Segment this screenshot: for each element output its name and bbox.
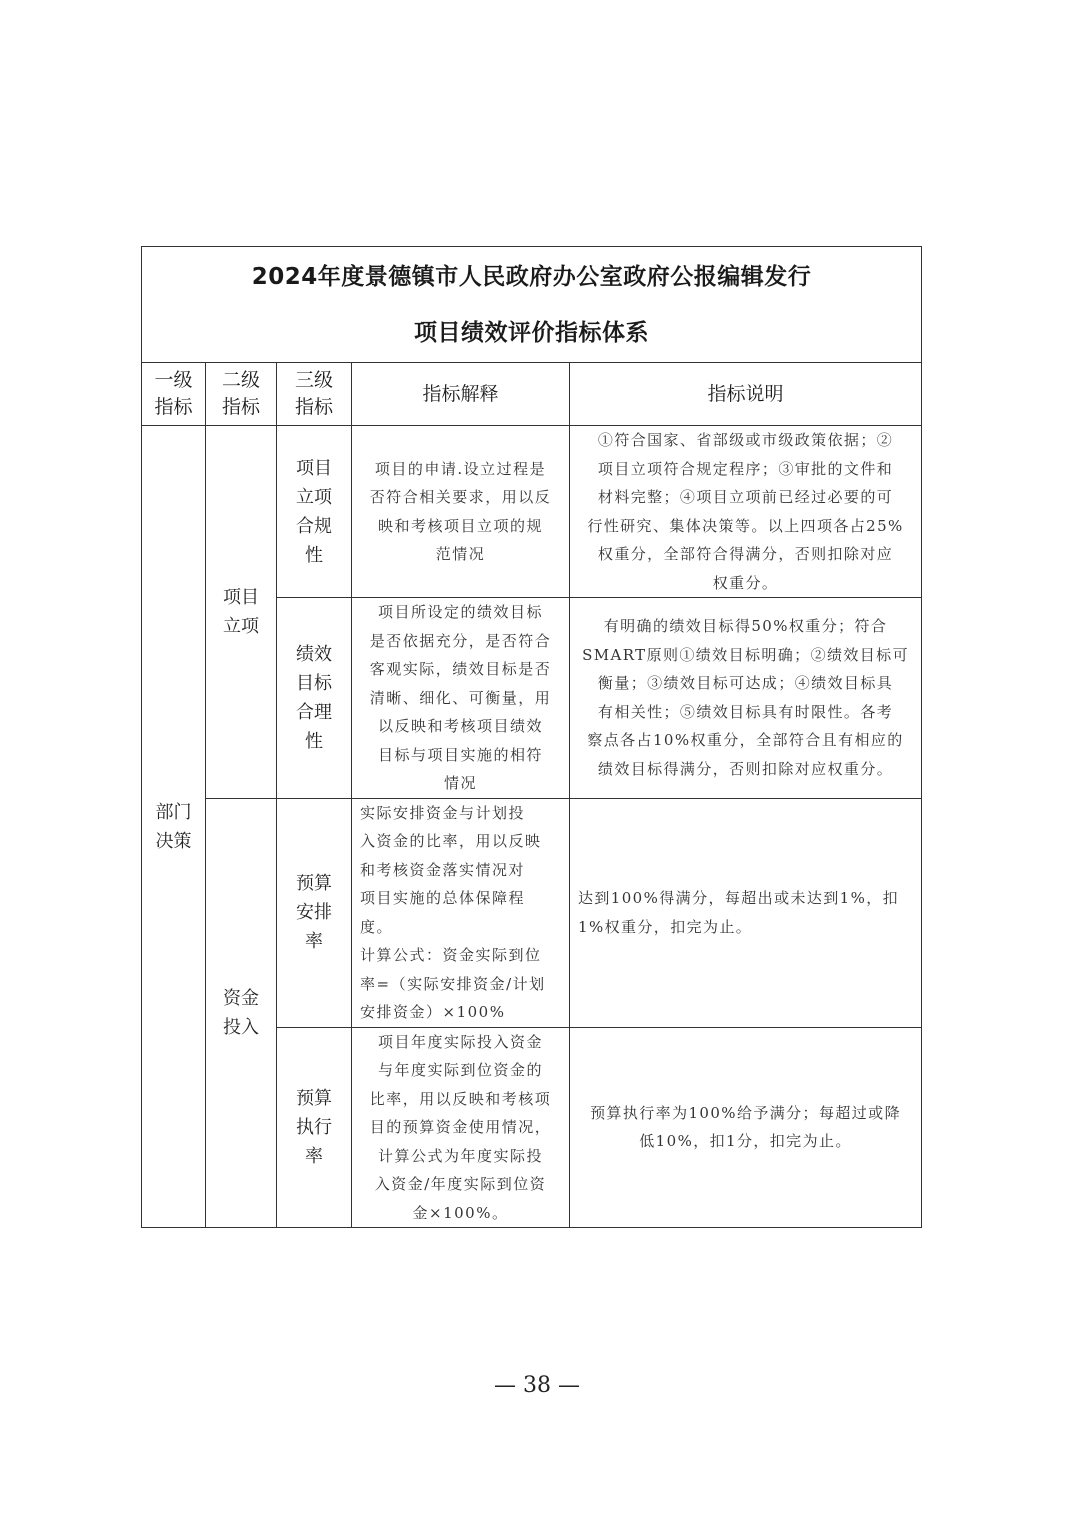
header-text: 指标	[154, 396, 193, 418]
description-line: SMART原则①绩效目标明确；②绩效目标可	[582, 645, 909, 664]
level3-text: 目标	[296, 672, 332, 694]
description-cell	[570, 598, 922, 799]
explanation-line: 实际安排资金与计划投	[360, 803, 526, 822]
description-line: ①符合国家、省部级或市级政策依据；②	[597, 431, 894, 449]
explanation-line: 比率，用以反映和考核项	[369, 1089, 552, 1108]
explanation-line: 目的预算资金使用情况，	[369, 1118, 552, 1136]
description-line: 绩效目标得满分，否则扣除对应权重分。	[597, 759, 894, 778]
header-level1	[142, 363, 206, 426]
explanation-cell	[352, 598, 570, 799]
header-text: 三级	[294, 369, 333, 391]
level3-cell	[277, 1027, 352, 1228]
level3-text: 率	[305, 931, 323, 952]
level3-cell	[277, 426, 352, 598]
level2-text: 项目	[223, 586, 259, 608]
explanation-line: 与年度实际到位资金的	[377, 1061, 543, 1079]
header-text: 一级	[154, 369, 193, 391]
description-line: 1%权重分，扣完为止。	[578, 917, 753, 936]
description-cell	[570, 426, 922, 598]
explanation-line: 情况	[443, 774, 477, 792]
explanation-line: 映和考核项目立项的规	[377, 516, 543, 535]
level1-text: 部门	[155, 801, 192, 823]
header-level2	[206, 363, 277, 426]
description-line: 项目立项符合规定程序；③审批的文件和	[597, 459, 894, 478]
explanation-line: 度。	[360, 917, 394, 936]
page-number: — 38 —	[494, 1373, 580, 1398]
description-line: 预算执行率为100%给予满分；每超过或降	[590, 1103, 901, 1122]
description-line: 材料完整；④项目立项前已经过必要的可	[597, 488, 894, 506]
level2-text: 立项	[223, 615, 259, 637]
explanation-line: 入资金/年度实际到位资	[374, 1175, 547, 1193]
level3-text: 率	[305, 1145, 323, 1167]
header-text: 二级	[221, 369, 260, 391]
level3-text: 安排	[296, 902, 332, 923]
explanation-line: 金×100%。	[412, 1203, 509, 1222]
level2-text: 投入	[223, 1016, 259, 1038]
description-line: 有明确的绩效目标得50%权重分；符合	[603, 617, 888, 636]
level3-text: 立项	[296, 486, 332, 508]
level3-text: 性	[305, 544, 323, 566]
header-explanation: 指标解释	[352, 363, 570, 426]
explanation-line: 项目的申请.设立过程是	[374, 459, 547, 478]
explanation-line: 范情况	[435, 545, 486, 563]
indicator-table	[141, 246, 922, 1228]
explanation-line: 项目年度实际投入资金	[377, 1032, 543, 1051]
explanation-line: 率=（实际安排资金/计划	[360, 974, 546, 993]
level2-cell	[206, 426, 277, 799]
table-row	[142, 426, 922, 598]
description-line: 权重分。	[712, 573, 779, 592]
description-line: 衡量；③绩效目标可达成；④绩效目标具	[597, 674, 894, 693]
explanation-cell	[352, 1027, 570, 1228]
explanation-line: 入资金的比率，用以反映	[360, 832, 542, 850]
explanation-line: 和考核资金落实情况对	[360, 860, 526, 879]
level3-text: 性	[305, 730, 323, 752]
explanation-line: 以反映和考核项目绩效	[377, 717, 543, 735]
header-text: 指标	[294, 396, 333, 418]
level3-text: 绩效	[296, 643, 332, 665]
description-line: 权重分，全部符合得满分，否则扣除对应	[597, 545, 894, 563]
level3-text: 合理	[296, 701, 332, 723]
description-line: 察点各占10%权重分，全部符合且有相应的	[587, 731, 904, 750]
explanation-line: 安排资金）×100%	[360, 1003, 506, 1021]
explanation-line: 项目所设定的绩效目标	[377, 603, 543, 621]
level2-cell	[206, 798, 277, 1228]
header-level3	[277, 363, 352, 426]
description-line: 低10%，扣1分，扣完为止。	[639, 1132, 852, 1151]
level3-text: 合规	[296, 515, 332, 537]
explanation-line: 客观实际，绩效目标是否	[369, 660, 552, 678]
description-line: 达到100%得满分，每超出或未达到1%，扣	[578, 889, 900, 907]
level3-text: 预算	[296, 1087, 332, 1109]
description-cell	[570, 1027, 922, 1228]
description-cell	[570, 798, 922, 1027]
header-row	[142, 363, 922, 426]
header-description: 指标说明	[570, 363, 922, 426]
title-line-1: 2024年度景德镇市人民政府办公室政府公报编辑发行	[251, 263, 812, 290]
level3-text: 预算	[296, 873, 332, 894]
table-row	[142, 798, 922, 1027]
header-text: 指标	[221, 396, 260, 418]
explanation-line: 计算公式：资金实际到位	[360, 946, 542, 964]
explanation-line: 是否依据充分，是否符合	[369, 631, 552, 650]
level2-text: 资金	[223, 987, 259, 1009]
level3-text: 项目	[296, 457, 332, 479]
explanation-line: 项目实施的总体保障程	[360, 889, 526, 907]
explanation-line: 清晰、细化、可衡量，用	[369, 688, 552, 707]
explanation-line: 计算公式为年度实际投	[377, 1146, 543, 1165]
title-line-2: 项目绩效评价指标体系	[414, 319, 650, 346]
level3-text: 执行	[296, 1116, 332, 1138]
level1-text: 决策	[155, 830, 192, 852]
description-line: 有相关性；⑤绩效目标具有时限性。各考	[597, 702, 894, 721]
description-line: 行性研究、集体决策等。以上四项各占25%	[587, 516, 904, 535]
level3-cell	[277, 798, 352, 1027]
explanation-cell	[352, 426, 570, 598]
level3-cell	[277, 598, 352, 799]
explanation-line: 否符合相关要求，用以反	[369, 488, 552, 506]
explanation-cell	[352, 798, 570, 1027]
explanation-line: 目标与项目实施的相符	[377, 745, 543, 764]
level1-cell	[142, 426, 206, 1228]
table-title	[142, 247, 922, 363]
